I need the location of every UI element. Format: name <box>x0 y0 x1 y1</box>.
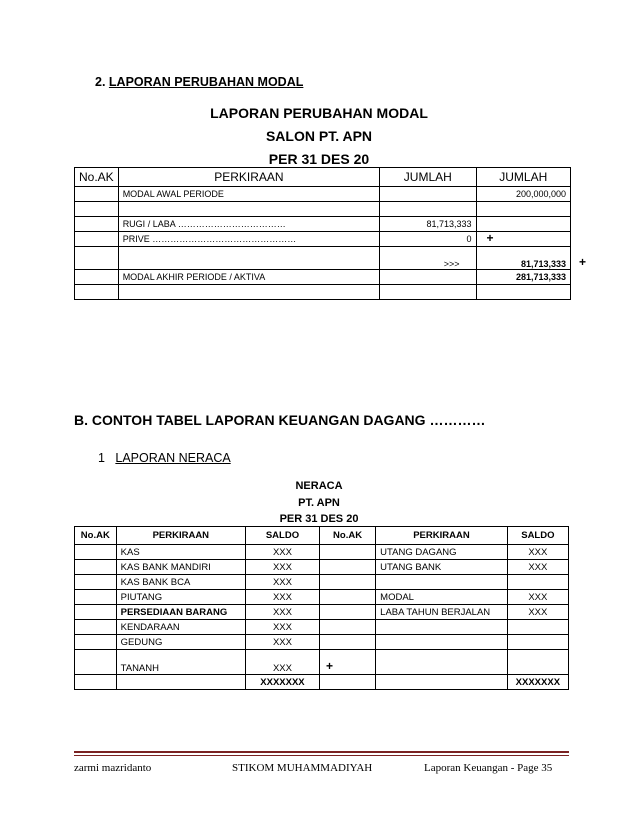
liability-value <box>507 620 568 635</box>
prive-amount: 0 <box>466 234 472 244</box>
column-header: SALDO <box>245 527 319 545</box>
column-header: PERKIRAAN <box>376 527 508 545</box>
liability-label <box>376 575 508 590</box>
table-row <box>75 575 569 590</box>
amount <box>380 231 494 247</box>
table-row <box>75 545 569 560</box>
row-label: MODAL AWAL PERIODE <box>118 187 379 202</box>
section-2-heading <box>95 75 303 89</box>
amount: 281,713,333 <box>476 270 570 285</box>
table-row <box>75 650 569 675</box>
asset-label: KAS BANK BCA <box>116 575 245 590</box>
table-row <box>75 560 569 575</box>
table-row <box>75 270 571 285</box>
footer-institution: STIKOM MUHAMMADIYAH <box>232 762 373 774</box>
table-row <box>75 217 571 232</box>
liability-value: XXX <box>507 560 568 575</box>
totals-row <box>75 675 569 690</box>
amount: 81,713,333 <box>380 217 476 232</box>
asset-label: TANANH <box>116 650 245 675</box>
asset-total: XXXXXXX <box>245 675 319 690</box>
liability-label: MODAL <box>376 590 508 605</box>
liability-label: UTANG DAGANG <box>376 545 508 560</box>
footer-divider <box>74 751 569 753</box>
column-header: SALDO <box>507 527 568 545</box>
plus-sign: + <box>578 255 586 269</box>
row-label: MODAL AKHIR PERIODE / AKTIVA <box>118 270 379 285</box>
column-header: JUMLAH <box>380 168 476 187</box>
column-header: No.AK <box>75 168 119 187</box>
row-label: PRIVE ………………………………………… <box>118 232 379 247</box>
report1-title: LAPORAN PERUBAHAN MODAL <box>210 105 428 121</box>
report1-company: SALON PT. APN <box>265 128 373 144</box>
asset-label: KAS BANK MANDIRI <box>116 560 245 575</box>
asset-value-text: XXX <box>272 663 292 674</box>
asset-label: PIUTANG <box>116 590 245 605</box>
column-header: PERKIRAAN <box>116 527 245 545</box>
liability-value <box>507 575 568 590</box>
liability-label <box>376 620 508 635</box>
table-row <box>75 620 569 635</box>
footer-author: zarmi mazridanto <box>74 762 152 774</box>
report2-date: PER 31 DES 20 <box>279 513 359 525</box>
footer-divider-thin <box>74 755 569 756</box>
liability-total: XXXXXXX <box>507 675 568 690</box>
table-row <box>75 187 571 202</box>
row-label: RUGI / LABA ……………………………… <box>118 217 379 232</box>
equity-change-table <box>74 167 586 300</box>
plus-sign: + <box>325 659 333 673</box>
column-header: No.AK <box>319 527 375 545</box>
asset-value: XXX <box>245 545 319 560</box>
subsection-number: 1 <box>98 451 105 465</box>
liability-label <box>376 650 508 675</box>
report2-company: PT. APN <box>298 497 340 509</box>
balance-sheet-table <box>74 526 569 690</box>
asset-label: GEDUNG <box>116 635 245 650</box>
section-2-title: LAPORAN PERUBAHAN MODAL <box>108 75 304 89</box>
table-row <box>75 232 571 247</box>
liability-value: XXX <box>507 545 568 560</box>
plus-sign: + <box>486 231 494 245</box>
table-row <box>75 285 571 300</box>
table-row <box>75 247 571 270</box>
subtotal-value: 81,713,333 <box>520 259 566 269</box>
column-header: PERKIRAAN <box>118 168 379 187</box>
liability-value: XXX <box>507 605 568 620</box>
section-b-heading: B. CONTOH TABEL LAPORAN KEUANGAN DAGANG ………… <box>74 412 486 428</box>
column-header: No.AK <box>75 527 117 545</box>
report1-date: PER 31 DES 20 <box>268 151 370 167</box>
liability-value <box>507 635 568 650</box>
subsection-title: LAPORAN NERACA <box>115 451 231 465</box>
footer-page: Laporan Keuangan - Page 35 <box>424 762 553 774</box>
asset-value: XXX <box>245 620 319 635</box>
liability-label: UTANG BANK <box>376 560 508 575</box>
asset-value: XXX <box>245 635 319 650</box>
asset-value: XXX <box>245 560 319 575</box>
asset-label: KAS <box>116 545 245 560</box>
arrow-text: >>> <box>443 259 460 269</box>
subtotal-arrow <box>380 247 476 270</box>
table-header-row <box>75 527 569 545</box>
report2-title: NERACA <box>295 480 343 492</box>
table-row <box>75 605 569 620</box>
table-row <box>75 590 569 605</box>
liability-value: XXX <box>507 590 568 605</box>
section-2-number: 2. <box>95 75 106 89</box>
liability-label: LABA TAHUN BERJALAN <box>376 605 508 620</box>
table-row <box>75 202 571 217</box>
asset-value: XXX <box>245 605 319 620</box>
asset-value: XXX <box>245 575 319 590</box>
subtotal-amount <box>476 247 586 270</box>
column-header: JUMLAH <box>476 168 570 187</box>
asset-label: PERSEDIAAN BARANG <box>116 605 245 620</box>
table-header-row <box>75 168 571 187</box>
amount: 200,000,000 <box>476 187 570 202</box>
asset-label: KENDARAAN <box>116 620 245 635</box>
liability-value <box>507 650 568 675</box>
liability-label <box>376 635 508 650</box>
asset-value <box>245 650 333 675</box>
subsection-1-heading <box>98 451 231 465</box>
asset-value: XXX <box>245 590 319 605</box>
table-row <box>75 635 569 650</box>
